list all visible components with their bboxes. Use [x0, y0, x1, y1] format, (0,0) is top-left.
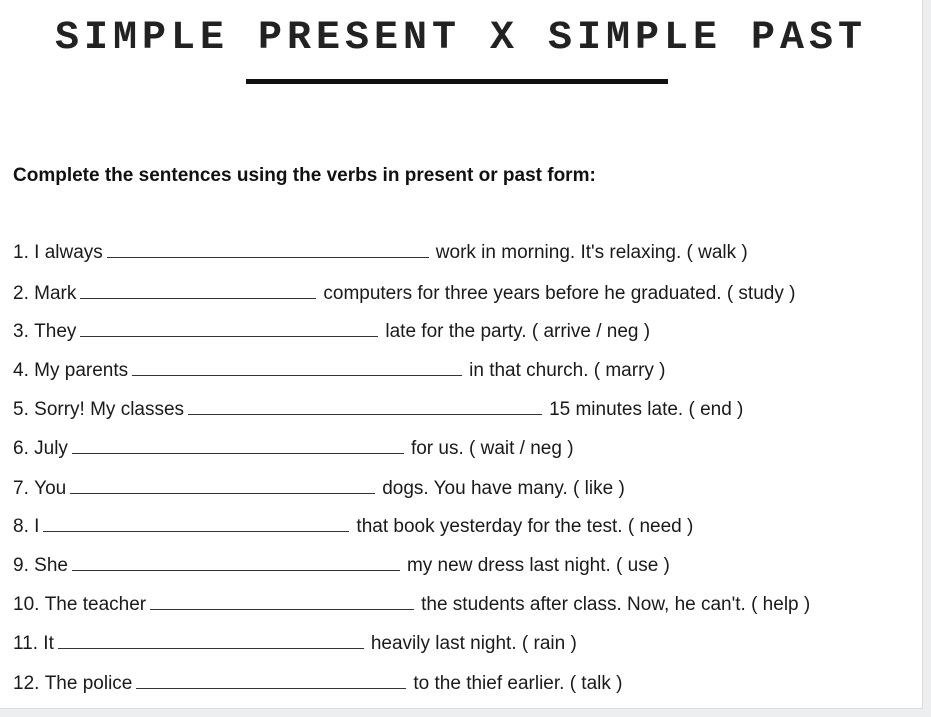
- question-end: computers for three years before he graduated. ( study ): [323, 283, 796, 304]
- question-end: to the thief earlier. ( talk ): [413, 673, 623, 694]
- question-end: heavily last night. ( rain ): [370, 633, 577, 654]
- question-number: 11.: [13, 633, 39, 654]
- answer-blank[interactable]: [132, 374, 462, 376]
- question-end: that book yesterday for the test. ( need ): [356, 516, 694, 537]
- worksheet-title: SIMPLE PRESENT X SIMPLE PAST: [54, 16, 868, 61]
- title-underline: [246, 79, 668, 84]
- question-item: [13, 555, 670, 577]
- question-start: The police: [44, 673, 133, 694]
- question-start: July: [34, 438, 68, 459]
- question-end: the students after class. Now, he can't. ( help ): [421, 594, 811, 615]
- question-start: They: [34, 321, 77, 342]
- question-number: 4.: [13, 360, 29, 381]
- question-end: my new dress last night. ( use ): [406, 555, 670, 576]
- answer-blank[interactable]: [188, 413, 542, 415]
- question-end: dogs. You have many. ( like ): [382, 478, 625, 499]
- question-start: I: [34, 516, 40, 537]
- instructions: Complete the sentences using the verbs in present or past form:: [13, 165, 596, 186]
- question-number: 7.: [13, 478, 29, 499]
- answer-blank[interactable]: [150, 608, 414, 610]
- question-item: [13, 478, 625, 500]
- answer-blank[interactable]: [80, 335, 378, 337]
- question-start: I always: [34, 242, 103, 263]
- answer-blank[interactable]: [72, 569, 400, 571]
- question-end: 15 minutes late. ( end ): [549, 399, 744, 420]
- question-end: work in morning. It's relaxing. ( walk ): [435, 242, 748, 263]
- question-start: Mark: [34, 283, 77, 304]
- question-number: 6.: [13, 438, 29, 459]
- answer-blank[interactable]: [136, 687, 406, 689]
- question-item: [13, 673, 622, 695]
- question-item: [13, 594, 810, 616]
- question-item: [13, 633, 577, 655]
- question-item: [13, 242, 748, 264]
- question-start: You: [34, 478, 67, 499]
- question-number: 1.: [13, 242, 29, 263]
- question-start: She: [34, 555, 68, 576]
- question-start: My parents: [34, 360, 129, 381]
- question-item: [13, 321, 650, 343]
- question-item: [13, 399, 743, 421]
- answer-blank[interactable]: [72, 452, 404, 454]
- question-number: 5.: [13, 399, 29, 420]
- question-number: 2.: [13, 283, 29, 304]
- question-end: in that church. ( marry ): [469, 360, 666, 381]
- question-end: for us. ( wait / neg ): [410, 438, 574, 459]
- question-item: [13, 438, 574, 460]
- question-start: It: [43, 633, 54, 654]
- answer-blank[interactable]: [107, 256, 429, 258]
- question-start: Sorry! My classes: [34, 399, 185, 420]
- question-number: 10.: [13, 594, 40, 615]
- question-number: 3.: [13, 321, 29, 342]
- question-item: [13, 283, 795, 305]
- question-item: [13, 516, 693, 538]
- question-number: 8.: [13, 516, 29, 537]
- answer-blank[interactable]: [80, 297, 316, 299]
- answer-blank[interactable]: [70, 492, 375, 494]
- answer-blank[interactable]: [58, 647, 364, 649]
- question-start: The teacher: [44, 594, 147, 615]
- question-end: late for the party. ( arrive / neg ): [385, 321, 651, 342]
- question-item: [13, 360, 666, 382]
- answer-blank[interactable]: [43, 530, 349, 532]
- question-number: 12.: [13, 673, 40, 694]
- question-number: 9.: [13, 555, 29, 576]
